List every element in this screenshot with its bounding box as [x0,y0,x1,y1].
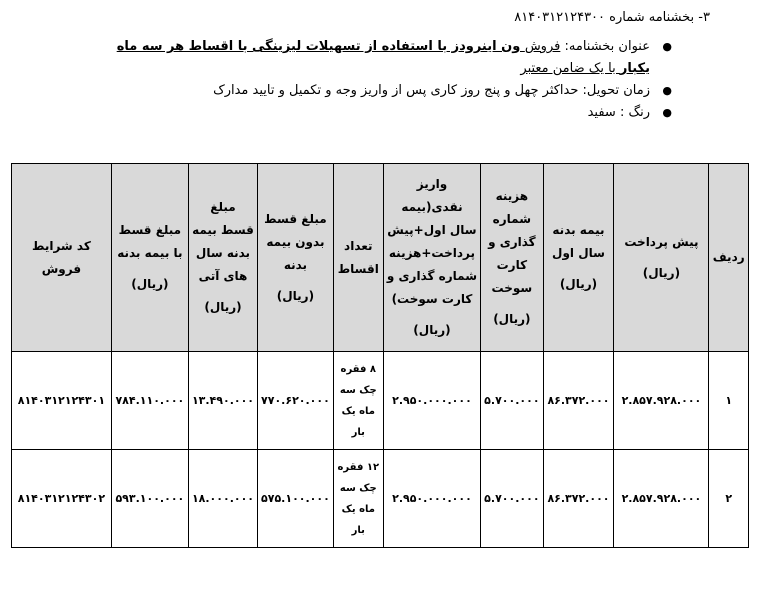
bullet-delivery: ● زمان تحویل: حداکثر چهل و پنج روز کاری پس از واریز وجه و تکمیل و تایید مدارک [90,80,650,102]
table-row [12,450,749,548]
section-heading: ۳- بخشنامه شماره ۸۱۴۰۳۱۲۱۲۴۳۰۰ [514,10,710,25]
bullet-list [90,36,650,124]
bullet-color: ● رنگ : سفید [90,102,650,124]
header-plate-fee: هزینه شماره گذاری و کارت سوخت (ریال) [481,164,543,352]
header-cash-deposit: واریز نقدی(بیمه سال اول+پیش پرداخت+هزینه شماره گذاری و کارت سوخت) (ریال) [383,164,480,352]
table-row [12,352,749,450]
header-body-insurance: بیمه بدنه سال اول (ریال) [543,164,614,352]
header-down-payment: پیش پرداخت (ریال) [614,164,709,352]
cell-installments: ۸ فقره چک سه ماه یک بار [333,352,383,450]
sales-conditions-table [11,163,749,548]
header-installment-no-insurance: مبلغ قسط بدون بیمه بدنه (ریال) [258,164,334,352]
cell-sales-code: ۸۱۴۰۳۱۲۱۲۴۳۰۲ [12,450,112,548]
cell-installment-no-insurance: ۵۷۵.۱۰۰.۰۰۰ [258,450,334,548]
cell-sales-code: ۸۱۴۰۳۱۲۱۲۴۳۰۱ [12,352,112,450]
cell-plate-fee: ۵.۷۰۰.۰۰۰ [481,450,543,548]
header-installments: تعداد اقساط [333,164,383,352]
header-row-no: ردیف [709,164,749,352]
bullet-title-suffix: با یک ضامن معتبر [520,61,620,76]
cell-installment-future-insurance: ۱۸.۰۰۰.۰۰۰ [188,450,257,548]
header-installment-future-insurance: مبلغ قسط بیمه بدنه سال های آتی (ریال) [188,164,257,352]
cell-cash-deposit: ۲.۹۵۰.۰۰۰.۰۰۰ [383,352,480,450]
cell-row-no: ۲ [709,450,749,548]
cell-body-insurance: ۸۶.۳۷۲.۰۰۰ [543,450,614,548]
table-header-row [12,164,749,352]
cell-down-payment: ۲.۸۵۷.۹۲۸.۰۰۰ [614,352,709,450]
cell-installments: ۱۲ فقره چک سه ماه یک بار [333,450,383,548]
cell-cash-deposit: ۲.۹۵۰.۰۰۰.۰۰۰ [383,450,480,548]
header-sales-code: کد شرایط فروش [12,164,112,352]
bullet-title-bold: ون اینرودز با استفاده از تسهیلات لیزینگی با اقساط هر سه ماه یکبار [116,39,650,76]
cell-row-no: ۱ [709,352,749,450]
bullet-title-prefix: فروش [524,39,561,54]
cell-installment-no-insurance: ۷۷۰.۶۲۰.۰۰۰ [258,352,334,450]
cell-installment-with-insurance: ۵۹۳.۱۰۰.۰۰۰ [111,450,188,548]
cell-plate-fee: ۵.۷۰۰.۰۰۰ [481,352,543,450]
cell-body-insurance: ۸۶.۳۷۲.۰۰۰ [543,352,614,450]
cell-installment-future-insurance: ۱۳.۴۹۰.۰۰۰ [188,352,257,450]
cell-down-payment: ۲.۸۵۷.۹۲۸.۰۰۰ [614,450,709,548]
cell-installment-with-insurance: ۷۸۴.۱۱۰.۰۰۰ [111,352,188,450]
bullet-title [90,36,650,80]
header-installment-with-insurance: مبلغ قسط با بیمه بدنه (ریال) [111,164,188,352]
bullet-title-label: عنوان بخشنامه: [564,39,650,54]
